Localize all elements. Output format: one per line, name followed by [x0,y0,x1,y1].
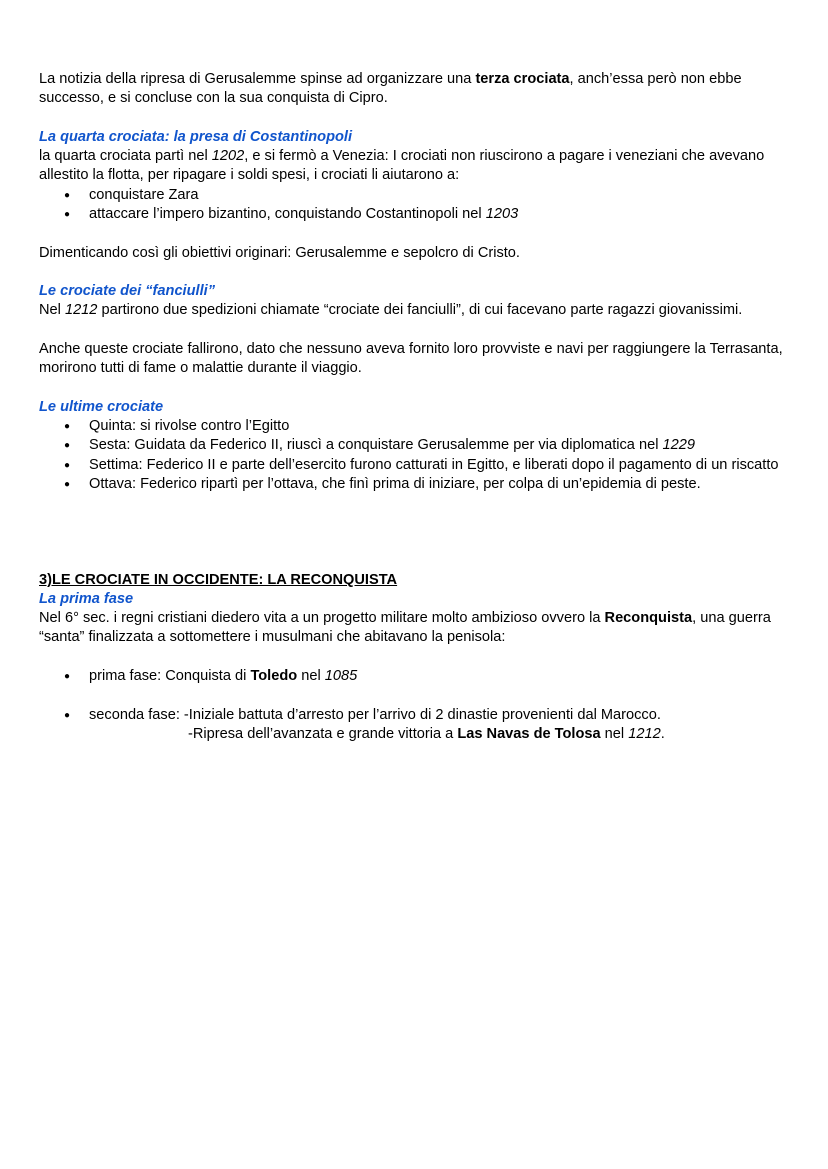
list-item: ● Sesta: Guidata da Federico II, riuscì a conquistare Gerusalemme per via diplomatica nel 1229 [39,436,799,455]
paragraph-fallimento: Anche queste crociate fallirono, dato che nessuno aveva fornito loro provviste e navi per raggiungere la Terrasanta, morirono tutti di fame o malattie durante il viaggio. [39,341,783,377]
paragraph-quarta-crociata: la quarta crociata partì nel 1202, e si fermò a Venezia: I crociati non riuscirono a pagare i veneziani che avevano allestito la flotta, per ripagare i soldi spesi, i crociati li aiutarono a: [39,148,765,184]
list-fase-1 [39,667,799,686]
list-item: ● seconda fase: -Iniziale battuta d’arresto per l’arrivo di 2 dinastie provenienti dal Marocco. -Ripresa dell’avanzata e grande vittoria a Las Navas de Tolosa nel 1212. [39,706,799,745]
paragraph-fanciulli: Nel 1212 partirono due spedizioni chiamate “crociate dei fanciulli”, di cui facevano parte ragazzi giovanissimi. [39,302,743,318]
list-item: ● Quinta: si rivolse contro l’Egitto [39,417,799,436]
list-item: ● Ottava: Federico ripartì per l’ottava, che finì prima di iniziare, per colpa di un’epidemia di peste. [39,475,799,494]
heading-prima-fase: La prima fase [39,591,134,607]
list-item: ● attaccare l’impero bizantino, conquistando Costantinopoli nel 1203 [39,205,799,224]
paragraph-reconquista: Nel 6° sec. i regni cristiani diedero vita a un progetto militare molto ambizioso ovvero la Reconquista, una guerra “santa” finalizzata a sottomettere i musulmani che abitavano la penisola: [39,610,771,646]
list-fase-2 [39,706,799,745]
list-item: ● prima fase: Conquista di Toledo nel 1085 [39,667,799,686]
heading-quarta-crociata: La quarta crociata: la presa di Costantinopoli [39,129,353,145]
list-quarta-crociata [39,186,799,225]
heading-crociate-fanciulli: Le crociate dei “fanciulli” [39,283,215,299]
list-item: ● conquistare Zara [39,186,799,205]
list-ultime-crociate [39,417,799,494]
paragraph-obiettivi: Dimenticando così gli obiettivi originari: Gerusalemme e sepolcro di Cristo. [39,245,520,261]
fase2-continuation: -Ripresa dell’avanzata e grande vittoria a Las Navas de Tolosa nel 1212. [188,726,665,743]
paragraph-terza-crociata: La notizia della ripresa di Gerusalemme spinse ad organizzare una terza crociata, anch’essa però non ebbe successo, e si concluse con la sua conquista di Cipro. [39,71,742,107]
list-item: ● Settima: Federico II e parte dell’esercito furono catturati in Egitto, e liberati dopo il pagamento di un riscatto [39,456,799,475]
section-title-reconquista: 3)LE CROCIATE IN OCCIDENTE: LA RECONQUISTA [39,572,398,588]
heading-ultime-crociate: Le ultime crociate [39,399,164,415]
